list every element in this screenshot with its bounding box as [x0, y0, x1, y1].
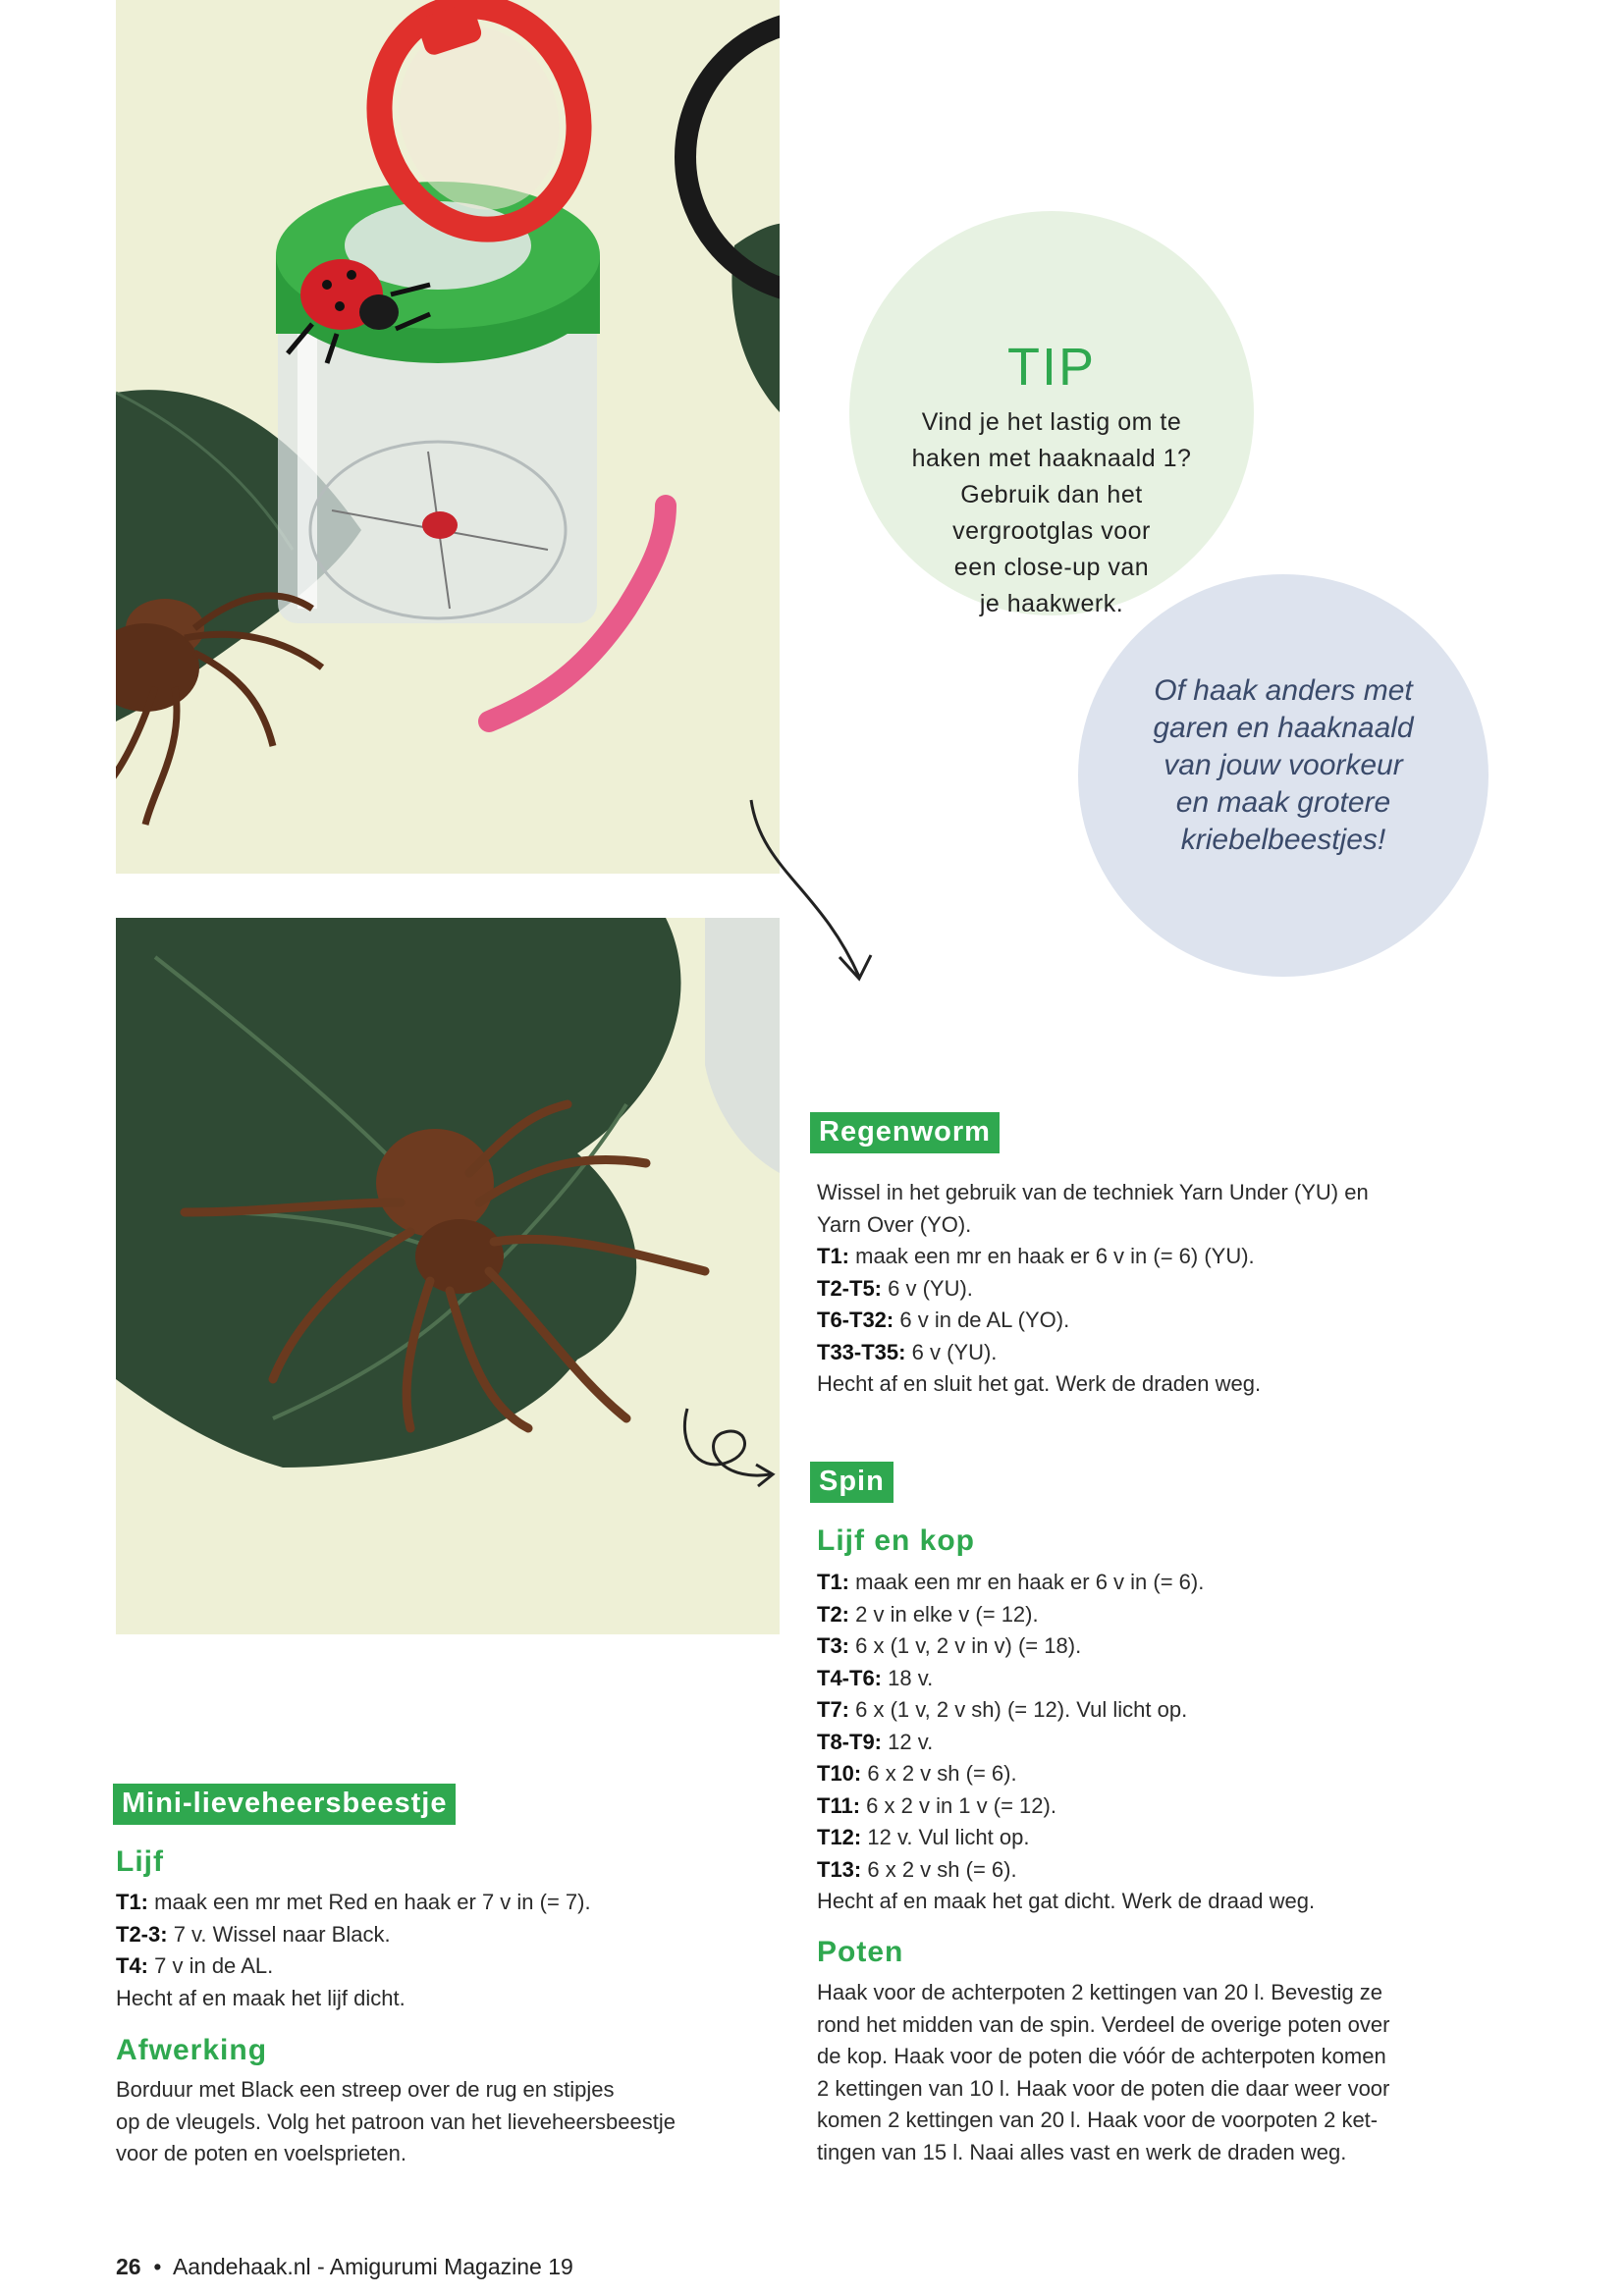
alternative-line: van jouw voorkeur: [1164, 749, 1403, 781]
instruction-line: T12: 12 v. Vul licht op.: [817, 1825, 1030, 1849]
curved-arrow-icon: [741, 790, 889, 987]
section-heading-regenworm: Regenworm: [810, 1112, 1000, 1153]
instruction-line: Hecht af en maak het lijf dicht.: [116, 1985, 406, 2010]
tip-text: [879, 404, 1224, 622]
instruction-line: T1: maak een mr met Red en haak er 7 v in (= 7).: [116, 1890, 591, 1914]
instruction-line: T7: 6 x (1 v, 2 v sh) (= 12). Vul licht op.: [817, 1697, 1188, 1722]
paragraph-line: komen 2 kettingen van 20 l. Haak voor de voorpoten 2 ket-: [817, 2108, 1379, 2132]
paragraph-line: de kop. Haak voor de poten die vóór de achterpoten komen: [817, 2044, 1386, 2068]
tip-line: een close-up van: [953, 554, 1150, 581]
instruction-line: Hecht af en sluit het gat. Werk de draden weg.: [817, 1371, 1262, 1396]
photo-magnifier-jar: [116, 0, 780, 874]
spin-body-instructions: [817, 1567, 1315, 1918]
instruction-line: T33-T35: 6 v (YU).: [817, 1339, 998, 1364]
alternative-line: Of haak anders met: [1154, 674, 1413, 707]
loop-arrow-icon: [677, 1404, 785, 1492]
tip-line: haken met haaknaald 1?: [911, 445, 1192, 472]
instruction-line: T2: 2 v in elke v (= 12).: [817, 1601, 1039, 1627]
instruction-line: T2-3: 7 v. Wissel naar Black.: [116, 1921, 391, 1947]
paragraph-line: op de vleugels. Volg het patroon van het lieveheersbeestje: [116, 2109, 676, 2134]
instruction-line: T8-T9: 12 v.: [817, 1729, 934, 1754]
tip-line: Vind je het lastig om te: [921, 408, 1182, 436]
tip-title: TIP: [1006, 338, 1096, 397]
instruction-line: T1: maak een mr en haak er 6 v in (= 6).: [817, 1570, 1205, 1594]
tip-line: Gebruik dan het: [960, 481, 1143, 508]
instruction-line: T13: 6 x 2 v sh (= 6).: [817, 1856, 1017, 1882]
instruction-line: T2-T5: 6 v (YU).: [817, 1275, 973, 1301]
subheading-afwerking: Afwerking: [116, 2034, 268, 2066]
paragraph-line: Haak voor de achterpoten 2 kettingen van 20 l. Bevestig ze: [817, 1980, 1383, 2004]
alternative-bubble: [1078, 574, 1489, 977]
ladybug-finishing-instructions: [116, 2074, 676, 2170]
instruction-line: T4-T6: 18 v.: [817, 1665, 934, 1690]
instruction-line: T1: maak een mr en haak er 6 v in (= 6) (YU).: [817, 1244, 1255, 1268]
instruction-line: Yarn Over (YO).: [817, 1211, 972, 1237]
section-heading-ladybug: Mini-lieveheersbeestje: [113, 1784, 456, 1825]
alternative-line: kriebelbeestjes!: [1180, 824, 1386, 856]
spin-legs-instructions: [817, 1977, 1389, 2168]
tip-bubble: [849, 211, 1254, 615]
subheading-lijf-en-kop: Lijf en kop: [817, 1524, 975, 1557]
paragraph-line: 2 kettingen van 10 l. Haak voor de poten die daar weer voor: [817, 2075, 1390, 2101]
regenworm-instructions: [817, 1177, 1369, 1401]
alternative-line: en maak grotere: [1175, 786, 1391, 819]
alternative-text: [1108, 672, 1459, 859]
footer-source: Aandehaak.nl - Amigurumi Magazine 19: [172, 2254, 573, 2279]
instruction-line: T4: 7 v in de AL.: [116, 1953, 274, 1978]
subheading-poten: Poten: [817, 1936, 904, 1968]
instruction-line: T6-T32: 6 v in de AL (YO).: [817, 1308, 1070, 1332]
instruction-line: Hecht af en maak het gat dicht. Werk de draad weg.: [817, 1889, 1316, 1913]
paragraph-line: Borduur met Black een streep over de rug en stipjes: [116, 2077, 615, 2102]
tip-line: je haakwerk.: [979, 590, 1124, 617]
photo-spider-on-leaf: [116, 918, 780, 1634]
instruction-line: T3: 6 x (1 v, 2 v in v) (= 18).: [817, 1633, 1082, 1658]
instruction-line: T11: 6 x 2 v in 1 v (= 12).: [817, 1792, 1056, 1818]
tip-line: vergrootglas voor: [952, 517, 1151, 545]
page-footer: [116, 2254, 573, 2280]
page-number: 26: [116, 2254, 141, 2279]
alternative-line: garen en haaknaald: [1153, 712, 1414, 744]
ladybug-body-instructions: [116, 1887, 591, 2014]
paragraph-line: voor de poten en voelsprieten.: [116, 2141, 406, 2165]
instruction-line: T10: 6 x 2 v sh (= 6).: [817, 1761, 1017, 1786]
section-heading-spin: Spin: [810, 1462, 893, 1503]
subheading-lijf: Lijf: [116, 1845, 164, 1878]
instruction-line: Wissel in het gebruik van de techniek Yarn Under (YU) en: [817, 1180, 1369, 1204]
footer-bullet: •: [153, 2254, 162, 2279]
paragraph-line: rond het midden van de spin. Verdeel de overige poten over: [817, 2011, 1390, 2037]
paragraph-line: tingen van 15 l. Naai alles vast en werk de draden weg.: [817, 2139, 1347, 2164]
